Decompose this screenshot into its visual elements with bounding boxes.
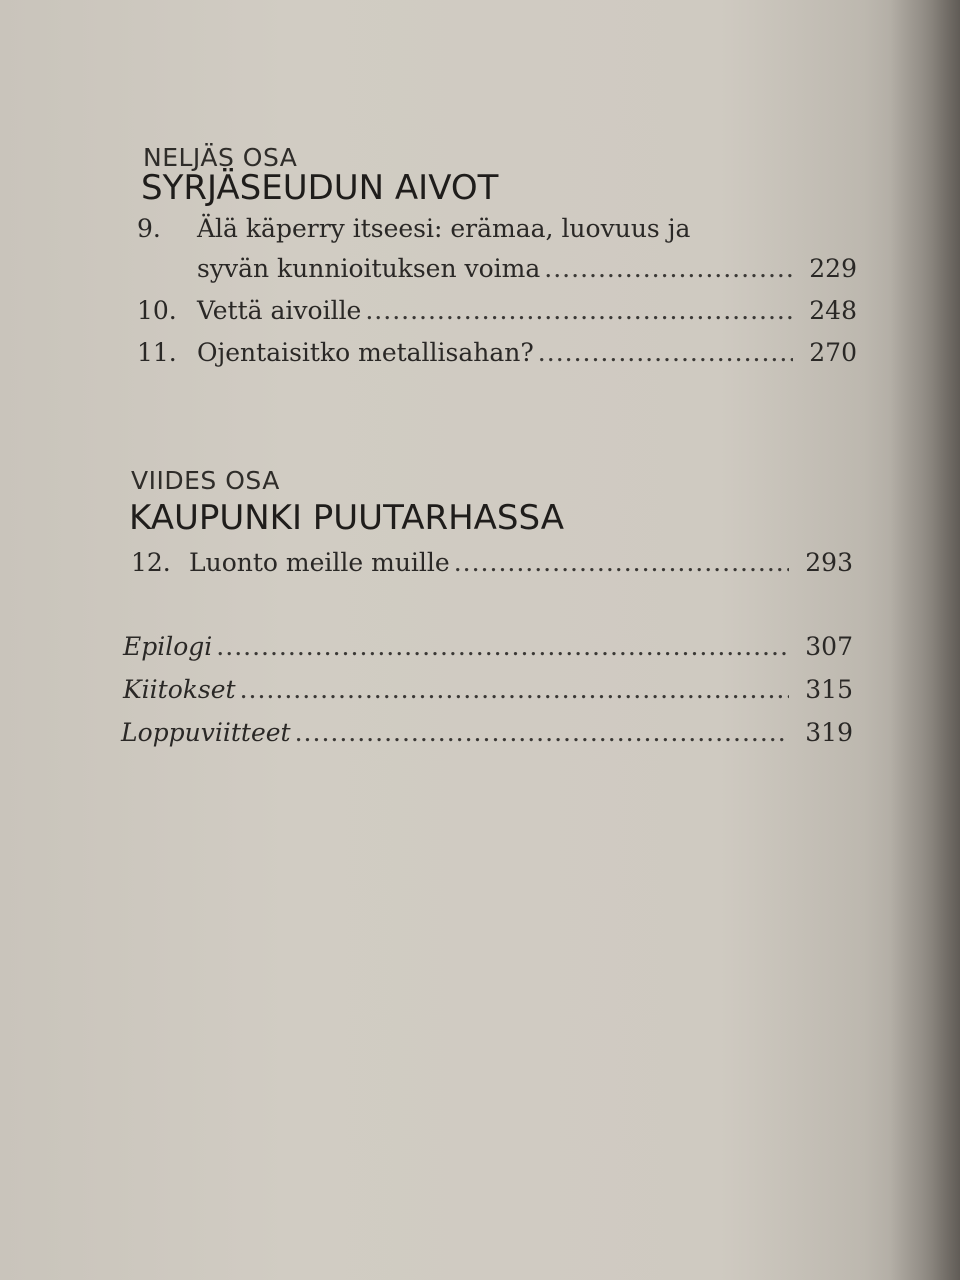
- entry-number: 10.: [137, 296, 177, 325]
- entry-title: Kiitokset: [123, 675, 236, 704]
- page-number: 307: [805, 632, 853, 661]
- entry-number: 9.: [137, 214, 161, 243]
- toc-entry-12: [131, 548, 853, 578]
- toc-entry-9-line2: [137, 254, 857, 284]
- entry-title: Ojentaisitko metallisahan?: [197, 338, 534, 367]
- dot-leader: [216, 632, 789, 662]
- dot-leader: [544, 254, 793, 284]
- dot-leader: [365, 296, 793, 326]
- toc-entry-9-line1: [137, 214, 690, 244]
- page-edge-shadow: [890, 0, 960, 1280]
- toc-entry-epilogue: [123, 632, 853, 662]
- entry-title: Älä käperry itseesi: erämaa, luovuus ja: [197, 214, 691, 243]
- dot-leader: [240, 675, 789, 705]
- page-number: 270: [809, 338, 857, 367]
- entry-title-cont: syvän kunnioituksen voima: [197, 254, 541, 283]
- entry-title: Epilogi: [123, 632, 213, 661]
- part-label: NELJÄS OSA: [143, 143, 298, 172]
- entry-title: Vettä aivoille: [197, 296, 362, 325]
- part-title: KAUPUNKI PUUTARHASSA: [129, 498, 564, 538]
- toc-entry-acknowledgements: [123, 675, 853, 705]
- dot-leader: [295, 718, 789, 748]
- page-number: 229: [809, 254, 857, 283]
- page-number: 315: [805, 675, 853, 704]
- entry-title: Luonto meille muille: [189, 548, 450, 577]
- toc-entry-endnotes: [121, 718, 853, 748]
- part-title: SYRJÄSEUDUN AIVOT: [141, 168, 499, 208]
- page-number: 248: [809, 296, 857, 325]
- toc-entry-10: [137, 296, 857, 326]
- entry-title: Loppuviitteet: [121, 718, 291, 747]
- page-number: 293: [805, 548, 853, 577]
- part-label: VIIDES OSA: [131, 466, 280, 495]
- entry-number: 11.: [137, 338, 177, 367]
- dot-leader: [454, 548, 789, 578]
- toc-entry-11: [137, 338, 857, 368]
- page-number: 319: [805, 718, 853, 747]
- dot-leader: [538, 338, 793, 368]
- entry-number: 12.: [131, 548, 171, 577]
